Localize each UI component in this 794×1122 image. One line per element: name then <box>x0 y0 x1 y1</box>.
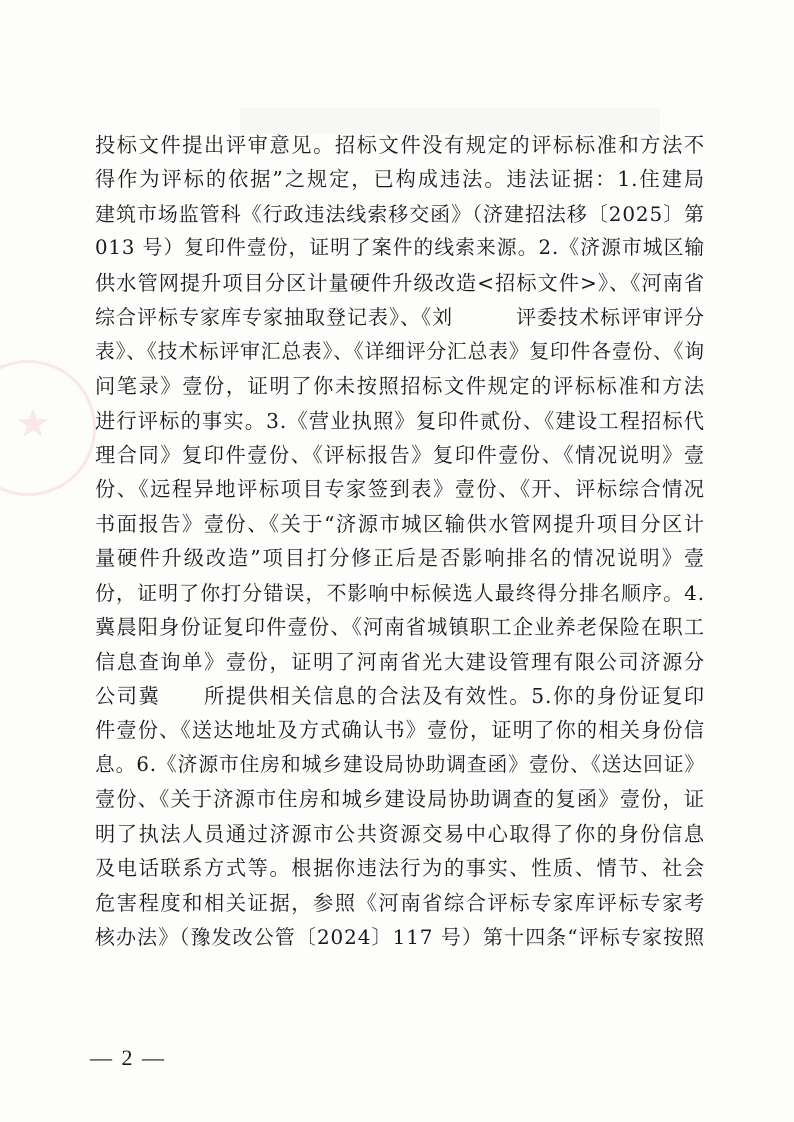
text-line: 份，证明了你打分错误，不影响中标候选人最终得分排名顺序。4. <box>95 580 705 605</box>
text-line: 信息查询单》壹份，证明了河南省光大建设管理有限公司济源分 <box>95 649 705 674</box>
text-line: 得作为评标的依据”之规定，已构成违法。违法证据：1.住建局 <box>95 167 705 192</box>
text-line: 份、《远程异地评标项目专家签到表》壹份、《开、评标综合情况 <box>95 477 705 502</box>
text-line: 供水管网提升项目分区计量硬件升级改造<招标文件>》、《河南省 <box>95 270 705 295</box>
text-line: 综合评标专家库专家抽取登记表》、《刘 评委技术标评审评分 <box>95 305 705 330</box>
text-line: 进行评标的事实。3.《营业执照》复印件贰份、《建设工程招标代 <box>95 408 705 433</box>
text-line: 核办法》（豫发改公管〔2024〕117 号）第十四条“评标专家按照 <box>95 925 705 950</box>
text-line: 书面报告》壹份、《关于“济源市城区输供水管网提升项目分区计 <box>95 511 705 536</box>
text-line: 危害程度和相关证据，参照《河南省综合评标专家库评标专家考 <box>95 890 705 915</box>
text-line: 件壹份、《送达地址及方式确认书》壹份，证明了你的相关身份信 <box>95 718 705 743</box>
seal-bleed-icon <box>0 360 96 496</box>
text-line: 及电话联系方式等。根据你违法行为的事实、性质、情节、社会 <box>95 856 705 881</box>
text-line: 013 号）复印件壹份，证明了案件的线索来源。2.《济源市城区输 <box>95 236 705 260</box>
text-line: 明了执法人员通过济源市公共资源交易中心取得了你的身份信息 <box>95 821 705 846</box>
text-line: 壹份、《关于济源市住房和城乡建设局协助调查的复函》壹份，证 <box>95 787 705 812</box>
text-line: 理合同》复印件壹份、《评标报告》复印件壹份、《情况说明》壹 <box>95 442 705 467</box>
text-line: 表》、《技术标评审汇总表》、《详细评分汇总表》复印件各壹份、《询 <box>95 339 705 363</box>
text-line: 冀晨阳身份证复印件壹份、《河南省城镇职工企业养老保险在职工 <box>95 615 705 640</box>
text-line: 息。6.《济源市住房和城乡建设局协助调查函》壹份、《送达回证》 <box>95 752 705 776</box>
text-line: 公司冀 所提供相关信息的合法及有效性。5.你的身份证复印 <box>95 684 705 708</box>
text-line: 量硬件升级改造”项目打分修正后是否影响排名的情况说明》壹 <box>95 546 705 571</box>
text-line: 建筑市场监管科《行政违法线索移交函》（济建招法移〔2025〕第 <box>95 201 705 226</box>
text-line: 投标文件提出评审意见。招标文件没有规定的评标标准和方法不 <box>95 133 705 157</box>
text-line: 问笔录》壹份，证明了你未按照招标文件规定的评标标准和方法 <box>95 374 705 399</box>
body-text <box>95 128 705 955</box>
page-number: — 2 — <box>90 1045 166 1070</box>
